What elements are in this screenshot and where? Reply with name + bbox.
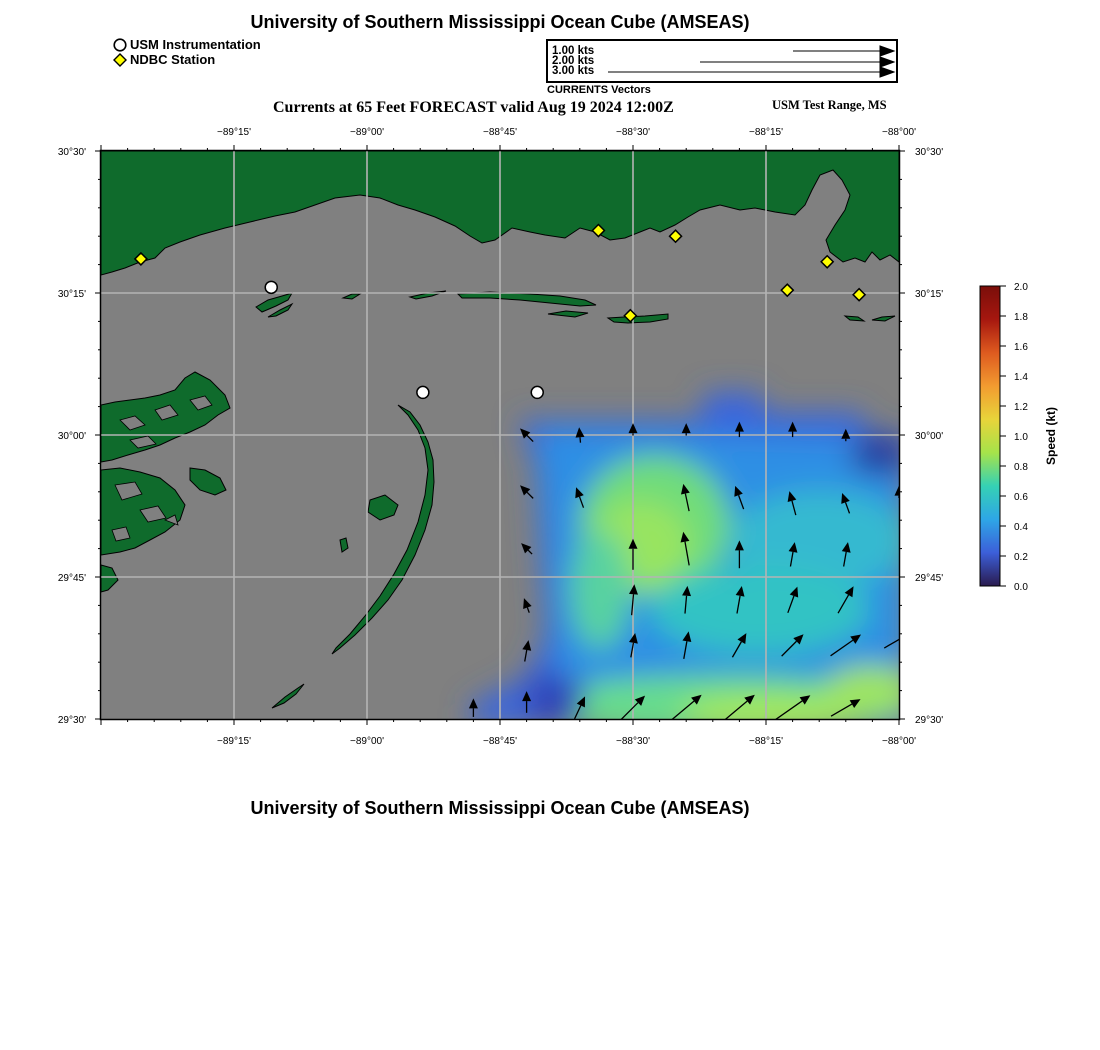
map-subtitle: Currents at 65 Feet FORECAST valid Aug 19 2024 12:00Z [273,99,674,116]
colorbar-tick-label-9: 1.8 [1014,312,1028,323]
vector-key-caption: CURRENTS Vectors [547,84,651,96]
colorbar-tick-label-6: 1.2 [1014,402,1028,413]
lon-label-bottom-5: −88°00' [882,736,916,747]
page-title: University of Southern Mississippi Ocean Cube (AMSEAS) [250,12,750,32]
lat-label-right-1: 30°15' [915,289,944,300]
lat-label-right-0: 30°30' [915,147,944,158]
lon-label-top-0: −89°15' [217,127,251,138]
colorbar-tick-label-4: 0.8 [1014,462,1028,473]
lon-label-bottom-0: −89°15' [217,736,251,747]
lat-label-left-0: 30°30' [57,147,86,158]
colorbar-tick-label-5: 1.0 [1014,432,1028,443]
lon-label-top-3: −88°30' [616,127,650,138]
lat-label-right-4: 29°30' [915,715,944,726]
range-label: USM Test Range, MS [772,98,887,112]
legend-usm-label: USM Instrumentation [130,37,261,52]
usm-instrument-icon-2 [531,386,543,398]
vector-key-label-3: 3.00 kts [552,65,595,77]
lon-label-bottom-3: −88°30' [616,736,650,747]
usm-instrument-icon-1 [417,386,429,398]
lat-label-left-2: 30°00' [57,431,86,442]
colorbar-title: Speed (kt) [1044,406,1058,466]
lat-label-right-3: 29°45' [915,573,944,584]
lon-label-bottom-2: −88°45' [483,736,517,747]
colorbar-tick-label-3: 0.6 [1014,492,1028,503]
lon-label-top-1: −89°00' [350,127,384,138]
colorbar-gradient [980,286,1000,586]
lat-label-left-4: 29°30' [57,715,86,726]
colorbar-tick-label-10: 2.0 [1014,282,1028,293]
usm-instrument-icon-0 [265,281,277,293]
colorbar-tick-label-1: 0.2 [1014,552,1028,563]
lon-label-bottom-1: −89°00' [350,736,384,747]
colorbar-tick-label-7: 1.4 [1014,372,1028,383]
lon-label-top-4: −88°15' [749,127,783,138]
legend-ndbc-label: NDBC Station [130,52,216,67]
lon-label-bottom-4: −88°15' [749,736,783,747]
colorbar-tick-label-2: 0.4 [1014,522,1028,533]
colorbar-tick-label-0: 0.0 [1014,582,1028,593]
vector-key-label-1: 1.00 kts [552,45,595,57]
lon-label-top-2: −88°45' [483,127,517,138]
lat-label-left-1: 30°15' [57,289,86,300]
vector-key-label-2: 2.00 kts [552,55,595,67]
footer-title: University of Southern Mississippi Ocean Cube (AMSEAS) [250,798,750,818]
lon-label-top-5: −88°00' [882,127,916,138]
colorbar-tick-label-8: 1.6 [1014,342,1028,353]
speed-colorbar [980,282,1058,593]
lat-label-left-3: 29°45' [57,573,86,584]
lat-label-right-2: 30°00' [915,431,944,442]
